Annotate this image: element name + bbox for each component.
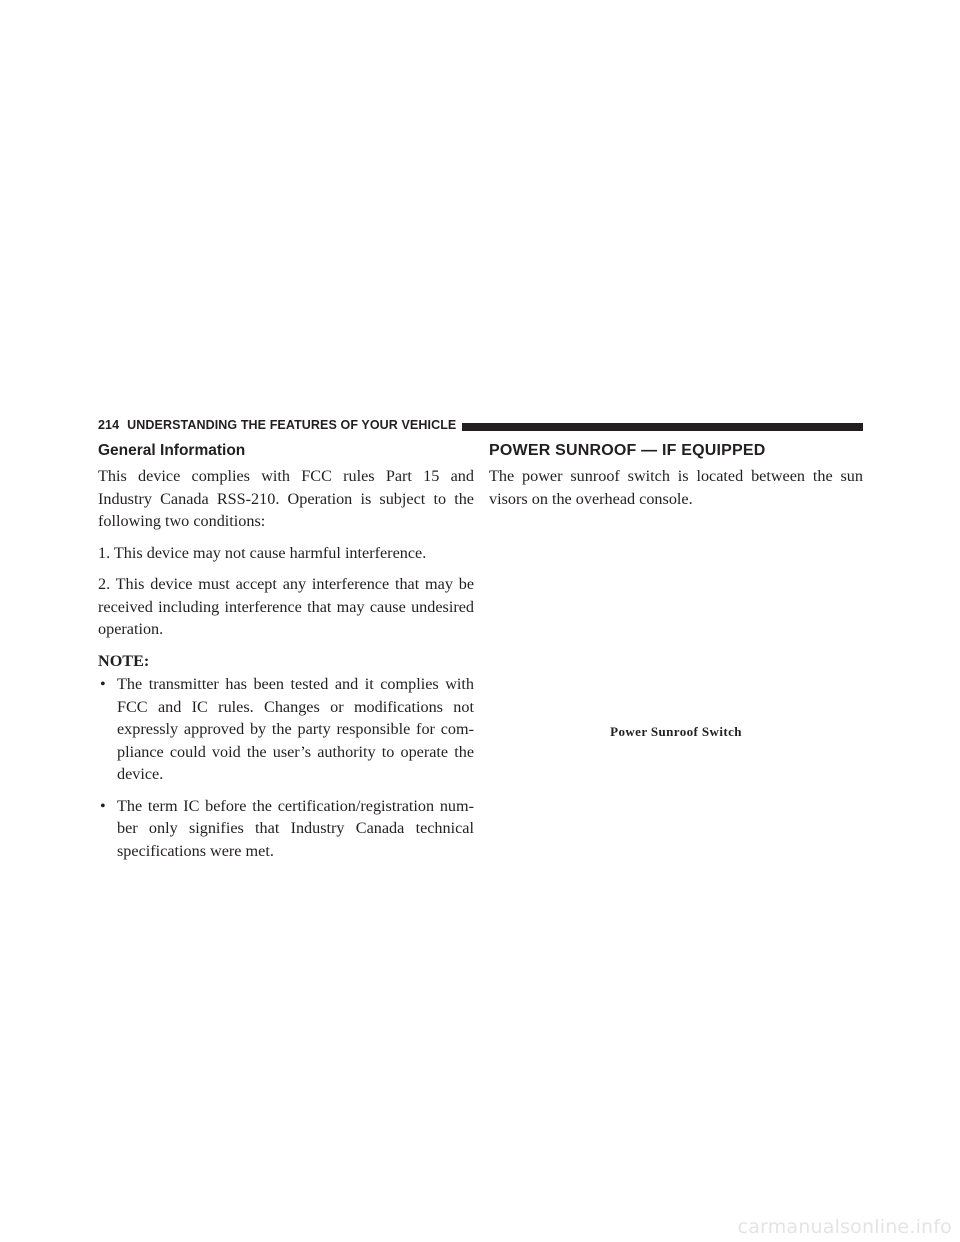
note-list: [98, 673, 474, 862]
figure-caption: Power Sunroof Switch: [610, 724, 742, 739]
section-title: UNDERSTANDING THE FEATURES OF YOUR VEHICLE: [127, 418, 457, 432]
left-column: [98, 440, 474, 871]
note-label: NOTE:: [98, 651, 150, 670]
sunroof-switch-figure: [489, 505, 863, 720]
note-item: [98, 795, 474, 863]
note-item: [98, 673, 474, 786]
watermark: carmanualsonline.info: [737, 1216, 952, 1238]
power-sunroof-heading: POWER SUNROOF — IF EQUIPPED: [489, 442, 766, 459]
header-text: [98, 418, 456, 432]
sunroof-paragraph: The power sunroof switch is located between the sun visors on the overhead console.: [489, 467, 863, 508]
header-rule: [462, 423, 863, 431]
page-number: 214: [98, 418, 120, 432]
page-header: [98, 416, 863, 436]
bullet-icon: •: [100, 675, 106, 693]
note-text: The term IC before the certification/registration num-ber only signifies that Industry Canada technical specifications were met.: [117, 796, 474, 860]
general-information-heading: General Information: [98, 442, 246, 459]
condition-2: 2. This device must accept any interference that may be received including interference that may cause undesired operation.: [98, 575, 474, 638]
bullet-icon: •: [100, 796, 106, 815]
condition-1: 1. This device may not cause harmful interference.: [98, 543, 427, 562]
compliance-paragraph: This device complies with FCC rules Part 15 and Industry Canada RSS-210. Operation is subject to the following two conditions:: [98, 467, 474, 530]
note-text: The transmitter has been tested and it complies with FCC and IC rules. Changes or modifications not expressly approved by the party responsible for com-pliance could void the user’s authority to operate the device.: [117, 675, 474, 783]
